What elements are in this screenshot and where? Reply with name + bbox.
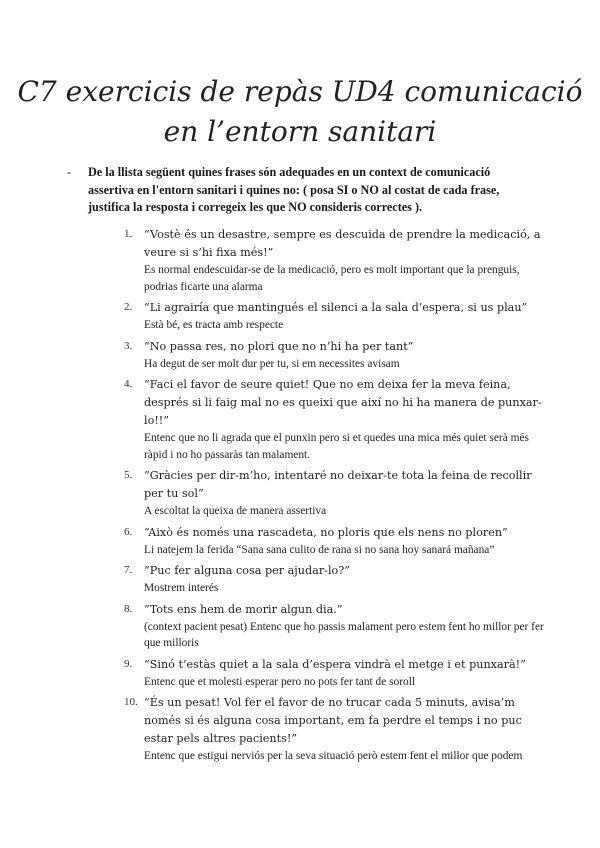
item-number: 4. [124,378,133,390]
list-item [124,601,544,652]
list-item [124,338,544,373]
list-item [124,656,544,691]
list-item [124,524,544,559]
item-phrase: ”Gràcies per dir-m’ho, intentaré no deixar-te tota la feina de recollir per tu sol” [144,469,532,500]
item-number: 5. [124,469,133,481]
list-item [124,376,544,463]
instructions-paragraph [67,164,528,217]
item-number: 8. [124,602,133,615]
item-number: 9. [124,657,133,670]
item-number: 3. [124,339,133,352]
item-answer: Li natejem la ferida “Sana sana culito de rana si no sana hoy sanará mañana” [144,543,495,556]
item-phrase: “És un pesat! Vol fer el favor de no trucar cada 5 minuts, avisa’m només si és alguna cosa important, em fa perdre el temps i no puc estar pels altres pacients!” [144,696,522,745]
item-phrase: “Vostè és un desastre, sempre es descuida de prendre la medicació, a veure si s’hi fixa més!” [144,228,541,259]
item-phrase: “No passa res, no plori que no n’hi ha per tant” [144,339,414,353]
list-item [124,467,544,520]
item-number: 10. [124,696,138,708]
item-answer: Està bé, es tracta amb respecte [144,319,284,331]
title-line-1: C7 exercicis de repàs UD4 comunicació [17,75,583,108]
title-line-2: en l’entorn sanitari [163,115,437,148]
item-answer: (context pacient pesat) Entenc que ho passis malament pero estem fent ho millor per fer que milloris [144,620,544,649]
page-title [0,72,600,152]
item-answer: Es normal endescuidar-se de la medicació, pero es molt important que la prenguis, podrias ficarte una alarma [144,264,520,293]
item-number: 7. [124,564,133,576]
exercise-list [124,226,544,769]
item-answer: Ha degut de ser molt dur per tu, si em necessites avisam [144,357,400,370]
list-item [124,299,544,334]
item-number: 2. [124,301,133,313]
list-item [124,226,544,295]
item-answer: Entenc que no li agrada que el punxin pero si et quedes una mica més quiet serà més ràpid i no ho passaràs tan malament. [144,432,529,461]
item-answer: A escoltat la queixa de manera assertiva [144,505,327,517]
list-item [124,694,544,765]
item-number: 1. [124,228,133,240]
item-phrase: “Això és només una rascadeta, no ploris que els nens no ploren” [144,525,508,539]
item-number: 6. [124,525,133,538]
item-answer: Entenc que et molesti esperar pero no pots fer tant de soroll [144,675,416,688]
item-phrase: ”Puc fer alguna cosa per ajudar-lo?” [144,564,350,577]
list-item [124,562,544,597]
item-phrase: “Sinó t’estàs quiet a la sala d’espera vindrà el metge i et punxarà!” [144,657,526,671]
instructions-text: De la llista següent quines frases són adequades en un context de comunicació assertiva en l'entorn sanitari i quines no: ( posa SI o NO al costat de cada frase, justifica la resposta i corregeix les que NO consideris correctes ). [88,165,500,214]
item-phrase: “Li agrairía que mantingués el silenci a la sala d’espera, si us plau” [144,301,528,314]
item-phrase: ”Tots ens hem de morir algun dia.” [144,602,343,616]
item-answer: Mostrem interés [144,582,219,594]
item-phrase: “Faci el favor de seure quiet! Que no em deixa fer la meva feina, després si li faig mal no es queixi que així no hi ha manera de punxar-lo!!” [144,378,542,427]
item-answer: Entenc que estigui nerviós per la seva situació però estem fent el millor que podem [144,750,523,762]
bullet-dash: - [67,165,72,179]
